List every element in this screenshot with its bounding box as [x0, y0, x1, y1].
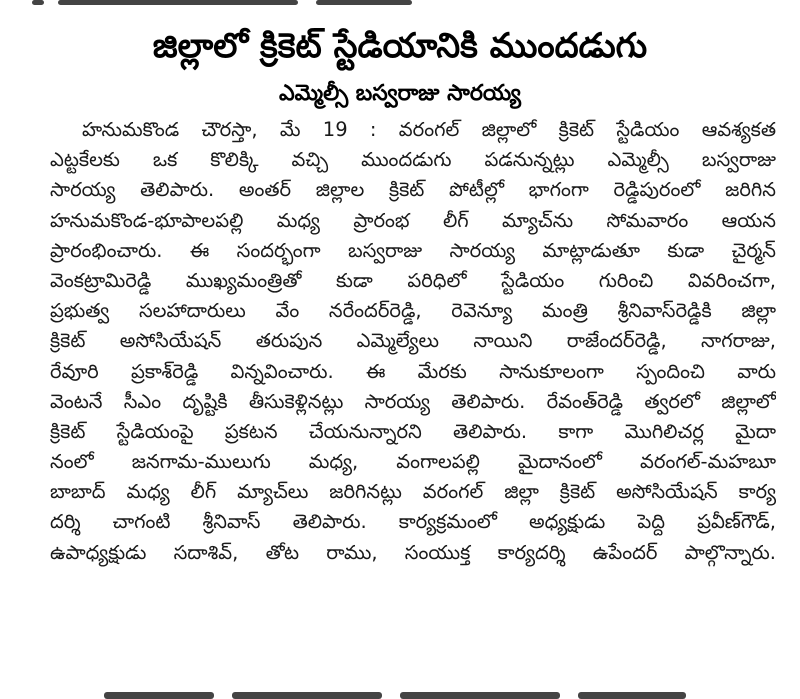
- article-line: ప్రారంభించారు. ఈ సందర్భంగా బస్వరాజు సారయ్య మాట్లాడుతూ కుడా చైర్మన్: [50, 238, 776, 262]
- article-line: ప్రభుత్వ సలహాదారులు వేం నరేందర్‌రెడ్డి, రెవెన్యూ మంత్రి శ్రీనివాస్‌రెడ్డికి జిల్లా: [50, 299, 776, 323]
- article-body: [50, 115, 776, 568]
- article-line: వెంటనే సీఎం దృష్టికి తీసుకెళ్లినట్లు సారయ్య తెలిపారు. రేవంత్‌రెడ్డి త్వరలో జిల్లాలో: [50, 389, 776, 413]
- previous-article-clipped-text: [0, 0, 800, 8]
- article-line: దర్శి చాగంటి శ్రీనివాస్ తెలిపారు. కార్యక్రమంలో అధ్యక్షుడు పెద్ది ప్రవీణ్‌గౌడ్,: [50, 510, 776, 534]
- article-line: ఎట్టకేలకు ఒక కొలిక్కి వచ్చి ముందడుగు పడనున్నట్లు ఎమ్మెల్సీ బస్వరాజు: [50, 148, 776, 172]
- headline: జిల్లాలో క్రికెట్ స్టేడియానికి ముందడుగు: [152, 26, 648, 66]
- article-line: ఉపాధ్యక్షుడు సదాశివ్, తోట రాము, సంయుక్త కార్యదర్శి ఉపేందర్ పాల్గొన్నారు.: [50, 540, 776, 564]
- article-line: క్రికెట్ అసోసియేషన్ తరుపున ఎమ్మెల్యేలు నాయిని రాజేందర్‌రెడ్డి, నాగరాజు,: [50, 329, 776, 353]
- subheadline: ఎమ్మెల్సీ బస్వరాజు సారయ్య: [278, 81, 521, 106]
- article-line: హనుమకొండ చౌరస్తా, మే 19 : వరంగల్ జిల్లాలో క్రికెట్ స్టేడియం ఆవశ్యకత: [82, 118, 776, 141]
- article-line: హనుమకొండ-భూపాలపల్లి మధ్య ప్రారంభ లీగ్ మ్యాచ్‌ను సోమవారం ఆయన: [50, 208, 776, 232]
- article-line: రేవూరి ప్రకాశ్‌రెడ్డి విన్నవించారు. ఈ మేరకు సానుకూలంగా స్పందించి వారు: [50, 359, 776, 383]
- article-line: సారయ్య తెలిపారు. అంతర్ జిల్లాల క్రికెట్ పోటీల్లో భాగంగా రెడ్డిపురంలో జరిగిన: [50, 178, 776, 202]
- article-line: వెంకట్రామిరెడ్డి ముఖ్యమంత్రితో కుడా పరిధిలో స్టేడియం గురించి వివరించగా,: [50, 268, 776, 292]
- next-article-clipped-heading: [0, 690, 800, 699]
- article-line: నంలో జనగామ-ములుగు మధ్య, వంగాలపల్లి మైదానంలో వరంగల్-మహబూ: [50, 450, 776, 474]
- article-line: బాబాద్ మధ్య లీగ్ మ్యాచ్‌లు జరిగినట్లు వరంగల్ జిల్లా క్రికెట్ అసోసియేషన్ కార్య: [50, 480, 776, 504]
- article-line: క్రికెట్ స్టేడియంపై ప్రకటన చేయనున్నారని తెలిపారు. కాగా మొగిలిచర్ల మైదా: [50, 419, 776, 443]
